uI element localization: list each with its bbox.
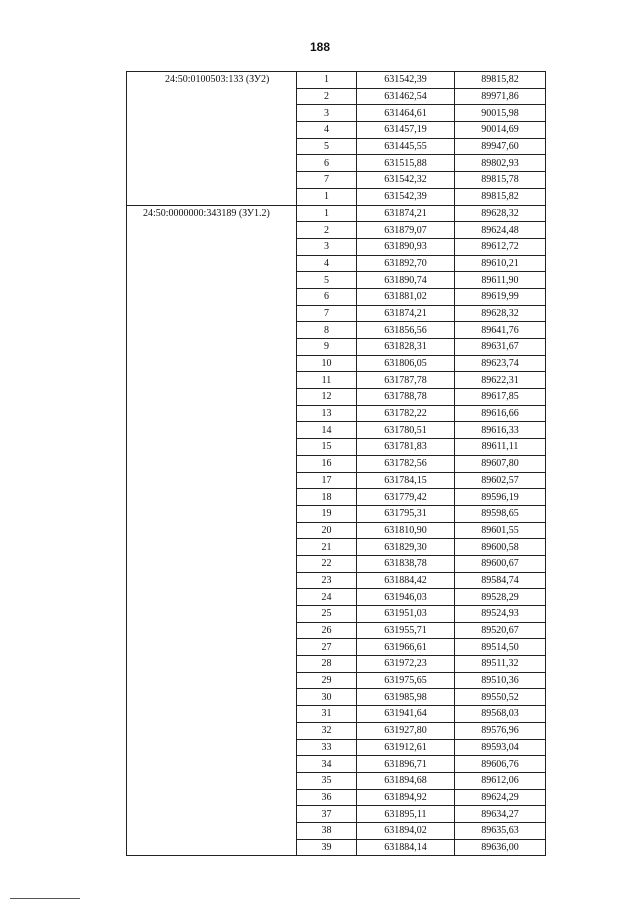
x-coordinate-cell: 631784,15 bbox=[357, 472, 455, 489]
point-number-cell: 17 bbox=[297, 472, 357, 489]
point-number-cell: 22 bbox=[297, 555, 357, 572]
x-coordinate-cell: 631874,21 bbox=[357, 205, 455, 222]
x-coordinate-cell: 631795,31 bbox=[357, 505, 455, 522]
y-coordinate-cell: 89641,76 bbox=[455, 322, 546, 339]
y-coordinate-cell: 89602,57 bbox=[455, 472, 546, 489]
x-coordinate-cell: 631542,39 bbox=[357, 188, 455, 205]
y-coordinate-cell: 89610,21 bbox=[455, 255, 546, 272]
point-number-cell: 14 bbox=[297, 422, 357, 439]
x-coordinate-cell: 631955,71 bbox=[357, 622, 455, 639]
y-coordinate-cell: 89636,00 bbox=[455, 839, 546, 856]
x-coordinate-cell: 631946,03 bbox=[357, 589, 455, 606]
y-coordinate-cell: 89634,27 bbox=[455, 806, 546, 823]
point-number-cell: 2 bbox=[297, 88, 357, 105]
y-coordinate-cell: 89624,29 bbox=[455, 789, 546, 806]
point-number-cell: 12 bbox=[297, 389, 357, 406]
point-number-cell: 10 bbox=[297, 355, 357, 372]
x-coordinate-cell: 631892,70 bbox=[357, 255, 455, 272]
x-coordinate-cell: 631890,93 bbox=[357, 238, 455, 255]
x-coordinate-cell: 631975,65 bbox=[357, 672, 455, 689]
table-row bbox=[127, 205, 546, 222]
point-number-cell: 18 bbox=[297, 489, 357, 506]
y-coordinate-cell: 89624,48 bbox=[455, 222, 546, 239]
y-coordinate-cell: 89568,03 bbox=[455, 706, 546, 723]
x-coordinate-cell: 631951,03 bbox=[357, 606, 455, 623]
y-coordinate-cell: 89550,52 bbox=[455, 689, 546, 706]
y-coordinate-cell: 89593,04 bbox=[455, 739, 546, 756]
x-coordinate-cell: 631542,32 bbox=[357, 172, 455, 189]
point-number-cell: 24 bbox=[297, 589, 357, 606]
point-number-cell: 11 bbox=[297, 372, 357, 389]
y-coordinate-cell: 89576,96 bbox=[455, 722, 546, 739]
x-coordinate-cell: 631828,31 bbox=[357, 339, 455, 356]
x-coordinate-cell: 631810,90 bbox=[357, 522, 455, 539]
x-coordinate-cell: 631542,39 bbox=[357, 72, 455, 89]
x-coordinate-cell: 631927,80 bbox=[357, 722, 455, 739]
x-coordinate-cell: 631464,61 bbox=[357, 105, 455, 122]
y-coordinate-cell: 89802,93 bbox=[455, 155, 546, 172]
point-number-cell: 7 bbox=[297, 172, 357, 189]
x-coordinate-cell: 631941,64 bbox=[357, 706, 455, 723]
point-number-cell: 20 bbox=[297, 522, 357, 539]
x-coordinate-cell: 631782,56 bbox=[357, 455, 455, 472]
y-coordinate-cell: 89520,67 bbox=[455, 622, 546, 639]
y-coordinate-cell: 89971,86 bbox=[455, 88, 546, 105]
point-number-cell: 21 bbox=[297, 539, 357, 556]
point-number-cell: 6 bbox=[297, 155, 357, 172]
point-number-cell: 38 bbox=[297, 822, 357, 839]
x-coordinate-cell: 631895,11 bbox=[357, 806, 455, 823]
x-coordinate-cell: 631780,51 bbox=[357, 422, 455, 439]
point-number-cell: 39 bbox=[297, 839, 357, 856]
y-coordinate-cell: 89524,93 bbox=[455, 606, 546, 623]
point-number-cell: 36 bbox=[297, 789, 357, 806]
y-coordinate-cell: 89628,32 bbox=[455, 205, 546, 222]
x-coordinate-cell: 631879,07 bbox=[357, 222, 455, 239]
point-number-cell: 31 bbox=[297, 706, 357, 723]
point-number-cell: 34 bbox=[297, 756, 357, 773]
x-coordinate-cell: 631445,55 bbox=[357, 138, 455, 155]
x-coordinate-cell: 631881,02 bbox=[357, 288, 455, 305]
point-number-cell: 33 bbox=[297, 739, 357, 756]
x-coordinate-cell: 631788,78 bbox=[357, 389, 455, 406]
y-coordinate-cell: 89601,55 bbox=[455, 522, 546, 539]
point-number-cell: 37 bbox=[297, 806, 357, 823]
y-coordinate-cell: 89815,78 bbox=[455, 172, 546, 189]
point-number-cell: 1 bbox=[297, 188, 357, 205]
coordinates-table bbox=[126, 71, 546, 856]
point-number-cell: 5 bbox=[297, 138, 357, 155]
x-coordinate-cell: 631782,22 bbox=[357, 405, 455, 422]
y-coordinate-cell: 89612,72 bbox=[455, 238, 546, 255]
point-number-cell: 4 bbox=[297, 122, 357, 139]
x-coordinate-cell: 631894,02 bbox=[357, 822, 455, 839]
y-coordinate-cell: 89584,74 bbox=[455, 572, 546, 589]
point-number-cell: 19 bbox=[297, 505, 357, 522]
x-coordinate-cell: 631896,71 bbox=[357, 756, 455, 773]
point-number-cell: 27 bbox=[297, 639, 357, 656]
point-number-cell: 16 bbox=[297, 455, 357, 472]
x-coordinate-cell: 631894,92 bbox=[357, 789, 455, 806]
x-coordinate-cell: 631829,30 bbox=[357, 539, 455, 556]
y-coordinate-cell: 89596,19 bbox=[455, 489, 546, 506]
point-number-cell: 30 bbox=[297, 689, 357, 706]
y-coordinate-cell: 89511,32 bbox=[455, 656, 546, 673]
x-coordinate-cell: 631457,19 bbox=[357, 122, 455, 139]
y-coordinate-cell: 89631,67 bbox=[455, 339, 546, 356]
point-number-cell: 29 bbox=[297, 672, 357, 689]
x-coordinate-cell: 631874,21 bbox=[357, 305, 455, 322]
x-coordinate-cell: 631779,42 bbox=[357, 489, 455, 506]
y-coordinate-cell: 89510,36 bbox=[455, 672, 546, 689]
y-coordinate-cell: 89617,85 bbox=[455, 389, 546, 406]
point-number-cell: 13 bbox=[297, 405, 357, 422]
x-coordinate-cell: 631856,56 bbox=[357, 322, 455, 339]
point-number-cell: 1 bbox=[297, 205, 357, 222]
x-coordinate-cell: 631787,78 bbox=[357, 372, 455, 389]
y-coordinate-cell: 89606,76 bbox=[455, 756, 546, 773]
y-coordinate-cell: 89598,65 bbox=[455, 505, 546, 522]
x-coordinate-cell: 631912,61 bbox=[357, 739, 455, 756]
y-coordinate-cell: 89623,74 bbox=[455, 355, 546, 372]
point-number-cell: 23 bbox=[297, 572, 357, 589]
y-coordinate-cell: 89612,06 bbox=[455, 772, 546, 789]
point-number-cell: 8 bbox=[297, 322, 357, 339]
y-coordinate-cell: 89619,99 bbox=[455, 288, 546, 305]
point-number-cell: 4 bbox=[297, 255, 357, 272]
point-number-cell: 28 bbox=[297, 656, 357, 673]
x-coordinate-cell: 631985,98 bbox=[357, 689, 455, 706]
x-coordinate-cell: 631838,78 bbox=[357, 555, 455, 572]
cadastral-number-cell: 24:50:0100503:133 (ЗУ2) bbox=[127, 72, 297, 206]
y-coordinate-cell: 89607,80 bbox=[455, 455, 546, 472]
point-number-cell: 2 bbox=[297, 222, 357, 239]
footnote-rule bbox=[10, 898, 80, 899]
point-number-cell: 3 bbox=[297, 238, 357, 255]
y-coordinate-cell: 89600,58 bbox=[455, 539, 546, 556]
y-coordinate-cell: 89616,66 bbox=[455, 405, 546, 422]
y-coordinate-cell: 89611,11 bbox=[455, 439, 546, 456]
point-number-cell: 35 bbox=[297, 772, 357, 789]
x-coordinate-cell: 631890,74 bbox=[357, 272, 455, 289]
y-coordinate-cell: 89611,90 bbox=[455, 272, 546, 289]
page-number: 188 bbox=[309, 40, 331, 54]
x-coordinate-cell: 631894,68 bbox=[357, 772, 455, 789]
y-coordinate-cell: 89628,32 bbox=[455, 305, 546, 322]
point-number-cell: 25 bbox=[297, 606, 357, 623]
y-coordinate-cell: 89815,82 bbox=[455, 72, 546, 89]
y-coordinate-cell: 89622,31 bbox=[455, 372, 546, 389]
y-coordinate-cell: 90015,98 bbox=[455, 105, 546, 122]
x-coordinate-cell: 631972,23 bbox=[357, 656, 455, 673]
y-coordinate-cell: 89635,63 bbox=[455, 822, 546, 839]
point-number-cell: 3 bbox=[297, 105, 357, 122]
x-coordinate-cell: 631884,14 bbox=[357, 839, 455, 856]
point-number-cell: 6 bbox=[297, 288, 357, 305]
y-coordinate-cell: 90014,69 bbox=[455, 122, 546, 139]
cadastral-number-cell: 24:50:0000000:343189 (ЗУ1.2) bbox=[127, 205, 297, 856]
x-coordinate-cell: 631884,42 bbox=[357, 572, 455, 589]
x-coordinate-cell: 631515,88 bbox=[357, 155, 455, 172]
point-number-cell: 7 bbox=[297, 305, 357, 322]
y-coordinate-cell: 89815,82 bbox=[455, 188, 546, 205]
y-coordinate-cell: 89947,60 bbox=[455, 138, 546, 155]
point-number-cell: 9 bbox=[297, 339, 357, 356]
x-coordinate-cell: 631806,05 bbox=[357, 355, 455, 372]
y-coordinate-cell: 89600,67 bbox=[455, 555, 546, 572]
y-coordinate-cell: 89514,50 bbox=[455, 639, 546, 656]
y-coordinate-cell: 89616,33 bbox=[455, 422, 546, 439]
point-number-cell: 5 bbox=[297, 272, 357, 289]
point-number-cell: 32 bbox=[297, 722, 357, 739]
table-row bbox=[127, 72, 546, 89]
y-coordinate-cell: 89528,29 bbox=[455, 589, 546, 606]
point-number-cell: 26 bbox=[297, 622, 357, 639]
x-coordinate-cell: 631781,83 bbox=[357, 439, 455, 456]
point-number-cell: 1 bbox=[297, 72, 357, 89]
x-coordinate-cell: 631462,54 bbox=[357, 88, 455, 105]
x-coordinate-cell: 631966,61 bbox=[357, 639, 455, 656]
point-number-cell: 15 bbox=[297, 439, 357, 456]
